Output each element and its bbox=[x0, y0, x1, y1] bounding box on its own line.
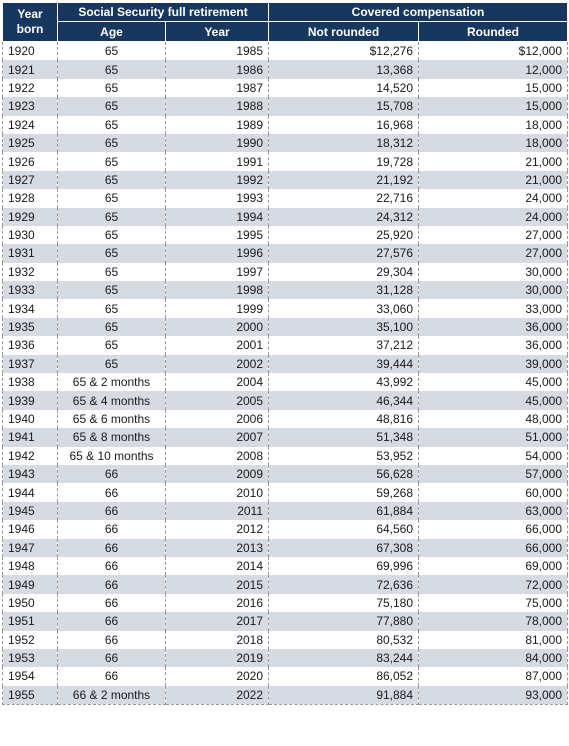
cell-year: 1988 bbox=[166, 97, 269, 115]
cell-age: 65 bbox=[58, 355, 166, 373]
table-row bbox=[3, 299, 568, 317]
cell-rounded: 57,000 bbox=[419, 465, 568, 483]
cell-year-born: 1925 bbox=[3, 134, 58, 152]
table-row bbox=[3, 631, 568, 649]
table-row bbox=[3, 116, 568, 134]
cell-not-rounded: $12,276 bbox=[269, 42, 419, 61]
table-row bbox=[3, 539, 568, 557]
table-row bbox=[3, 226, 568, 244]
table-row bbox=[3, 465, 568, 483]
cell-rounded: 21,000 bbox=[419, 171, 568, 189]
cell-not-rounded: 48,816 bbox=[269, 410, 419, 428]
cell-age: 65 & 2 months bbox=[58, 373, 166, 391]
table-row bbox=[3, 208, 568, 226]
cell-rounded: 60,000 bbox=[419, 483, 568, 501]
cell-year-born: 1933 bbox=[3, 281, 58, 299]
cell-year-born: 1923 bbox=[3, 97, 58, 115]
table-row bbox=[3, 391, 568, 409]
table-row bbox=[3, 318, 568, 336]
cell-year: 2006 bbox=[166, 410, 269, 428]
cell-not-rounded: 24,312 bbox=[269, 208, 419, 226]
covered-compensation-table bbox=[2, 2, 568, 705]
cell-year-born: 1949 bbox=[3, 575, 58, 593]
cell-not-rounded: 51,348 bbox=[269, 428, 419, 446]
cell-rounded: 45,000 bbox=[419, 373, 568, 391]
cell-not-rounded: 77,880 bbox=[269, 612, 419, 630]
table-row bbox=[3, 447, 568, 465]
cell-not-rounded: 56,628 bbox=[269, 465, 419, 483]
table-row bbox=[3, 649, 568, 667]
cell-year-born: 1941 bbox=[3, 428, 58, 446]
table-row bbox=[3, 244, 568, 262]
cell-year-born: 1951 bbox=[3, 612, 58, 630]
cell-year: 2002 bbox=[166, 355, 269, 373]
cell-year: 1995 bbox=[166, 226, 269, 244]
cell-year: 2011 bbox=[166, 502, 269, 520]
cell-year-born: 1922 bbox=[3, 79, 58, 97]
cell-year-born: 1945 bbox=[3, 502, 58, 520]
cell-rounded: 24,000 bbox=[419, 189, 568, 207]
table-row bbox=[3, 134, 568, 152]
cell-age: 66 bbox=[58, 631, 166, 649]
cell-year: 1989 bbox=[166, 116, 269, 134]
cell-year-born: 1937 bbox=[3, 355, 58, 373]
cell-rounded: 27,000 bbox=[419, 226, 568, 244]
cell-age: 65 & 10 months bbox=[58, 447, 166, 465]
cell-year-born: 1927 bbox=[3, 171, 58, 189]
table-row bbox=[3, 42, 568, 61]
cell-age: 66 bbox=[58, 667, 166, 685]
cell-age: 66 bbox=[58, 465, 166, 483]
cell-rounded: 66,000 bbox=[419, 539, 568, 557]
table-row bbox=[3, 502, 568, 520]
cell-rounded: 84,000 bbox=[419, 649, 568, 667]
cell-rounded: 72,000 bbox=[419, 575, 568, 593]
cell-year: 2019 bbox=[166, 649, 269, 667]
table-row bbox=[3, 667, 568, 685]
cell-not-rounded: 33,060 bbox=[269, 299, 419, 317]
cell-year: 2009 bbox=[166, 465, 269, 483]
cell-year: 1987 bbox=[166, 79, 269, 97]
cell-year: 2008 bbox=[166, 447, 269, 465]
header-cc-group: Covered compensation bbox=[269, 3, 568, 22]
cell-year: 2020 bbox=[166, 667, 269, 685]
cell-rounded: 36,000 bbox=[419, 318, 568, 336]
cell-not-rounded: 69,996 bbox=[269, 557, 419, 575]
cell-rounded: 75,000 bbox=[419, 594, 568, 612]
cell-not-rounded: 46,344 bbox=[269, 391, 419, 409]
table-row bbox=[3, 281, 568, 299]
cell-rounded: 69,000 bbox=[419, 557, 568, 575]
cell-not-rounded: 61,884 bbox=[269, 502, 419, 520]
cell-age: 65 bbox=[58, 299, 166, 317]
table-row bbox=[3, 410, 568, 428]
cell-rounded: 66,000 bbox=[419, 520, 568, 538]
cell-age: 65 bbox=[58, 226, 166, 244]
cell-not-rounded: 19,728 bbox=[269, 152, 419, 170]
cell-rounded: 36,000 bbox=[419, 336, 568, 354]
cell-year-born: 1939 bbox=[3, 391, 58, 409]
cell-age: 65 & 4 months bbox=[58, 391, 166, 409]
cell-rounded: 18,000 bbox=[419, 116, 568, 134]
cell-year: 1990 bbox=[166, 134, 269, 152]
header-year-born: Year born bbox=[3, 3, 58, 42]
cell-year: 2001 bbox=[166, 336, 269, 354]
cell-year-born: 1920 bbox=[3, 42, 58, 61]
header-not-rounded: Not rounded bbox=[269, 22, 419, 42]
cell-year: 2004 bbox=[166, 373, 269, 391]
header-year: Year bbox=[166, 22, 269, 42]
cell-age: 65 bbox=[58, 97, 166, 115]
cell-rounded: 18,000 bbox=[419, 134, 568, 152]
table-row bbox=[3, 60, 568, 78]
cell-age: 65 bbox=[58, 281, 166, 299]
cell-age: 66 & 2 months bbox=[58, 686, 166, 705]
cell-not-rounded: 35,100 bbox=[269, 318, 419, 336]
cell-age: 66 bbox=[58, 649, 166, 667]
cell-age: 65 bbox=[58, 318, 166, 336]
cell-not-rounded: 16,968 bbox=[269, 116, 419, 134]
cell-age: 66 bbox=[58, 594, 166, 612]
cell-not-rounded: 25,920 bbox=[269, 226, 419, 244]
cell-year-born: 1921 bbox=[3, 60, 58, 78]
cell-year: 1996 bbox=[166, 244, 269, 262]
cell-year: 1991 bbox=[166, 152, 269, 170]
cell-not-rounded: 83,244 bbox=[269, 649, 419, 667]
cell-year-born: 1953 bbox=[3, 649, 58, 667]
cell-year: 1993 bbox=[166, 189, 269, 207]
cell-rounded: 39,000 bbox=[419, 355, 568, 373]
cell-not-rounded: 27,576 bbox=[269, 244, 419, 262]
cell-age: 65 bbox=[58, 189, 166, 207]
cell-age: 65 & 6 months bbox=[58, 410, 166, 428]
cell-age: 65 bbox=[58, 79, 166, 97]
cell-year: 2016 bbox=[166, 594, 269, 612]
cell-year: 2018 bbox=[166, 631, 269, 649]
cell-age: 65 bbox=[58, 60, 166, 78]
cell-rounded: 15,000 bbox=[419, 97, 568, 115]
cell-year: 1992 bbox=[166, 171, 269, 189]
table-header bbox=[3, 3, 568, 42]
cell-year-born: 1940 bbox=[3, 410, 58, 428]
table-row bbox=[3, 171, 568, 189]
cell-year-born: 1931 bbox=[3, 244, 58, 262]
cell-year-born: 1926 bbox=[3, 152, 58, 170]
cell-not-rounded: 67,308 bbox=[269, 539, 419, 557]
cell-not-rounded: 15,708 bbox=[269, 97, 419, 115]
cell-rounded: 33,000 bbox=[419, 299, 568, 317]
cell-year-born: 1932 bbox=[3, 263, 58, 281]
cell-year-born: 1952 bbox=[3, 631, 58, 649]
cell-age: 65 bbox=[58, 171, 166, 189]
cell-year-born: 1946 bbox=[3, 520, 58, 538]
cell-age: 66 bbox=[58, 575, 166, 593]
cell-not-rounded: 29,304 bbox=[269, 263, 419, 281]
cell-year-born: 1934 bbox=[3, 299, 58, 317]
cell-age: 65 bbox=[58, 336, 166, 354]
cell-year: 2014 bbox=[166, 557, 269, 575]
table-row bbox=[3, 428, 568, 446]
cell-age: 65 bbox=[58, 134, 166, 152]
cell-not-rounded: 43,992 bbox=[269, 373, 419, 391]
cell-rounded: 63,000 bbox=[419, 502, 568, 520]
cell-year: 1985 bbox=[166, 42, 269, 61]
cell-not-rounded: 21,192 bbox=[269, 171, 419, 189]
cell-year: 1998 bbox=[166, 281, 269, 299]
table-row bbox=[3, 594, 568, 612]
cell-rounded: 78,000 bbox=[419, 612, 568, 630]
cell-not-rounded: 53,952 bbox=[269, 447, 419, 465]
cell-rounded: 48,000 bbox=[419, 410, 568, 428]
cell-age: 65 bbox=[58, 244, 166, 262]
table-row bbox=[3, 373, 568, 391]
cell-age: 66 bbox=[58, 502, 166, 520]
table-row bbox=[3, 520, 568, 538]
cell-not-rounded: 13,368 bbox=[269, 60, 419, 78]
table-row bbox=[3, 575, 568, 593]
cell-rounded: 30,000 bbox=[419, 281, 568, 299]
cell-year-born: 1928 bbox=[3, 189, 58, 207]
cell-rounded: 51,000 bbox=[419, 428, 568, 446]
cell-year-born: 1944 bbox=[3, 483, 58, 501]
cell-rounded: 93,000 bbox=[419, 686, 568, 705]
cell-year: 2022 bbox=[166, 686, 269, 705]
cell-age: 66 bbox=[58, 557, 166, 575]
cell-year: 2000 bbox=[166, 318, 269, 336]
cell-rounded: 21,000 bbox=[419, 152, 568, 170]
cell-rounded: 12,000 bbox=[419, 60, 568, 78]
table-row bbox=[3, 612, 568, 630]
cell-year: 2013 bbox=[166, 539, 269, 557]
cell-year: 1986 bbox=[166, 60, 269, 78]
cell-year: 2017 bbox=[166, 612, 269, 630]
table-row bbox=[3, 79, 568, 97]
cell-age: 65 bbox=[58, 263, 166, 281]
header-age: Age bbox=[58, 22, 166, 42]
cell-year-born: 1950 bbox=[3, 594, 58, 612]
header-rounded: Rounded bbox=[419, 22, 568, 42]
cell-not-rounded: 31,128 bbox=[269, 281, 419, 299]
cell-not-rounded: 86,052 bbox=[269, 667, 419, 685]
cell-year: 2015 bbox=[166, 575, 269, 593]
cell-not-rounded: 14,520 bbox=[269, 79, 419, 97]
table-row bbox=[3, 97, 568, 115]
cell-year-born: 1924 bbox=[3, 116, 58, 134]
cell-rounded: 54,000 bbox=[419, 447, 568, 465]
table-row bbox=[3, 152, 568, 170]
cell-year: 2010 bbox=[166, 483, 269, 501]
cell-not-rounded: 80,532 bbox=[269, 631, 419, 649]
cell-age: 66 bbox=[58, 483, 166, 501]
table-row bbox=[3, 355, 568, 373]
cell-not-rounded: 22,716 bbox=[269, 189, 419, 207]
cell-age: 65 bbox=[58, 116, 166, 134]
cell-rounded: 30,000 bbox=[419, 263, 568, 281]
cell-age: 66 bbox=[58, 612, 166, 630]
cell-rounded: 27,000 bbox=[419, 244, 568, 262]
cell-year-born: 1938 bbox=[3, 373, 58, 391]
header-ss-group: Social Security full retirement bbox=[58, 3, 269, 22]
table-row bbox=[3, 336, 568, 354]
table-row bbox=[3, 686, 568, 705]
cell-not-rounded: 75,180 bbox=[269, 594, 419, 612]
cell-year: 2012 bbox=[166, 520, 269, 538]
cell-rounded: 45,000 bbox=[419, 391, 568, 409]
cell-age: 65 bbox=[58, 42, 166, 61]
cell-age: 65 & 8 months bbox=[58, 428, 166, 446]
table-body bbox=[3, 42, 568, 705]
cell-year: 1994 bbox=[166, 208, 269, 226]
cell-year-born: 1947 bbox=[3, 539, 58, 557]
cell-not-rounded: 91,884 bbox=[269, 686, 419, 705]
cell-rounded: 24,000 bbox=[419, 208, 568, 226]
cell-rounded: 15,000 bbox=[419, 79, 568, 97]
cell-year-born: 1942 bbox=[3, 447, 58, 465]
table-row bbox=[3, 263, 568, 281]
cell-age: 65 bbox=[58, 208, 166, 226]
cell-not-rounded: 18,312 bbox=[269, 134, 419, 152]
table-row bbox=[3, 483, 568, 501]
cell-year-born: 1930 bbox=[3, 226, 58, 244]
cell-year: 2007 bbox=[166, 428, 269, 446]
cell-year: 2005 bbox=[166, 391, 269, 409]
cell-year-born: 1948 bbox=[3, 557, 58, 575]
cell-year-born: 1954 bbox=[3, 667, 58, 685]
cell-year-born: 1955 bbox=[3, 686, 58, 705]
cell-not-rounded: 72,636 bbox=[269, 575, 419, 593]
table-row bbox=[3, 189, 568, 207]
cell-not-rounded: 64,560 bbox=[269, 520, 419, 538]
cell-rounded: $12,000 bbox=[419, 42, 568, 61]
table-row bbox=[3, 557, 568, 575]
cell-year-born: 1936 bbox=[3, 336, 58, 354]
cell-year: 1999 bbox=[166, 299, 269, 317]
cell-age: 66 bbox=[58, 539, 166, 557]
cell-rounded: 87,000 bbox=[419, 667, 568, 685]
cell-year-born: 1929 bbox=[3, 208, 58, 226]
cell-not-rounded: 59,268 bbox=[269, 483, 419, 501]
cell-rounded: 81,000 bbox=[419, 631, 568, 649]
cell-age: 66 bbox=[58, 520, 166, 538]
cell-not-rounded: 39,444 bbox=[269, 355, 419, 373]
cell-year: 1997 bbox=[166, 263, 269, 281]
cell-age: 65 bbox=[58, 152, 166, 170]
cell-year-born: 1935 bbox=[3, 318, 58, 336]
cell-year-born: 1943 bbox=[3, 465, 58, 483]
cell-not-rounded: 37,212 bbox=[269, 336, 419, 354]
